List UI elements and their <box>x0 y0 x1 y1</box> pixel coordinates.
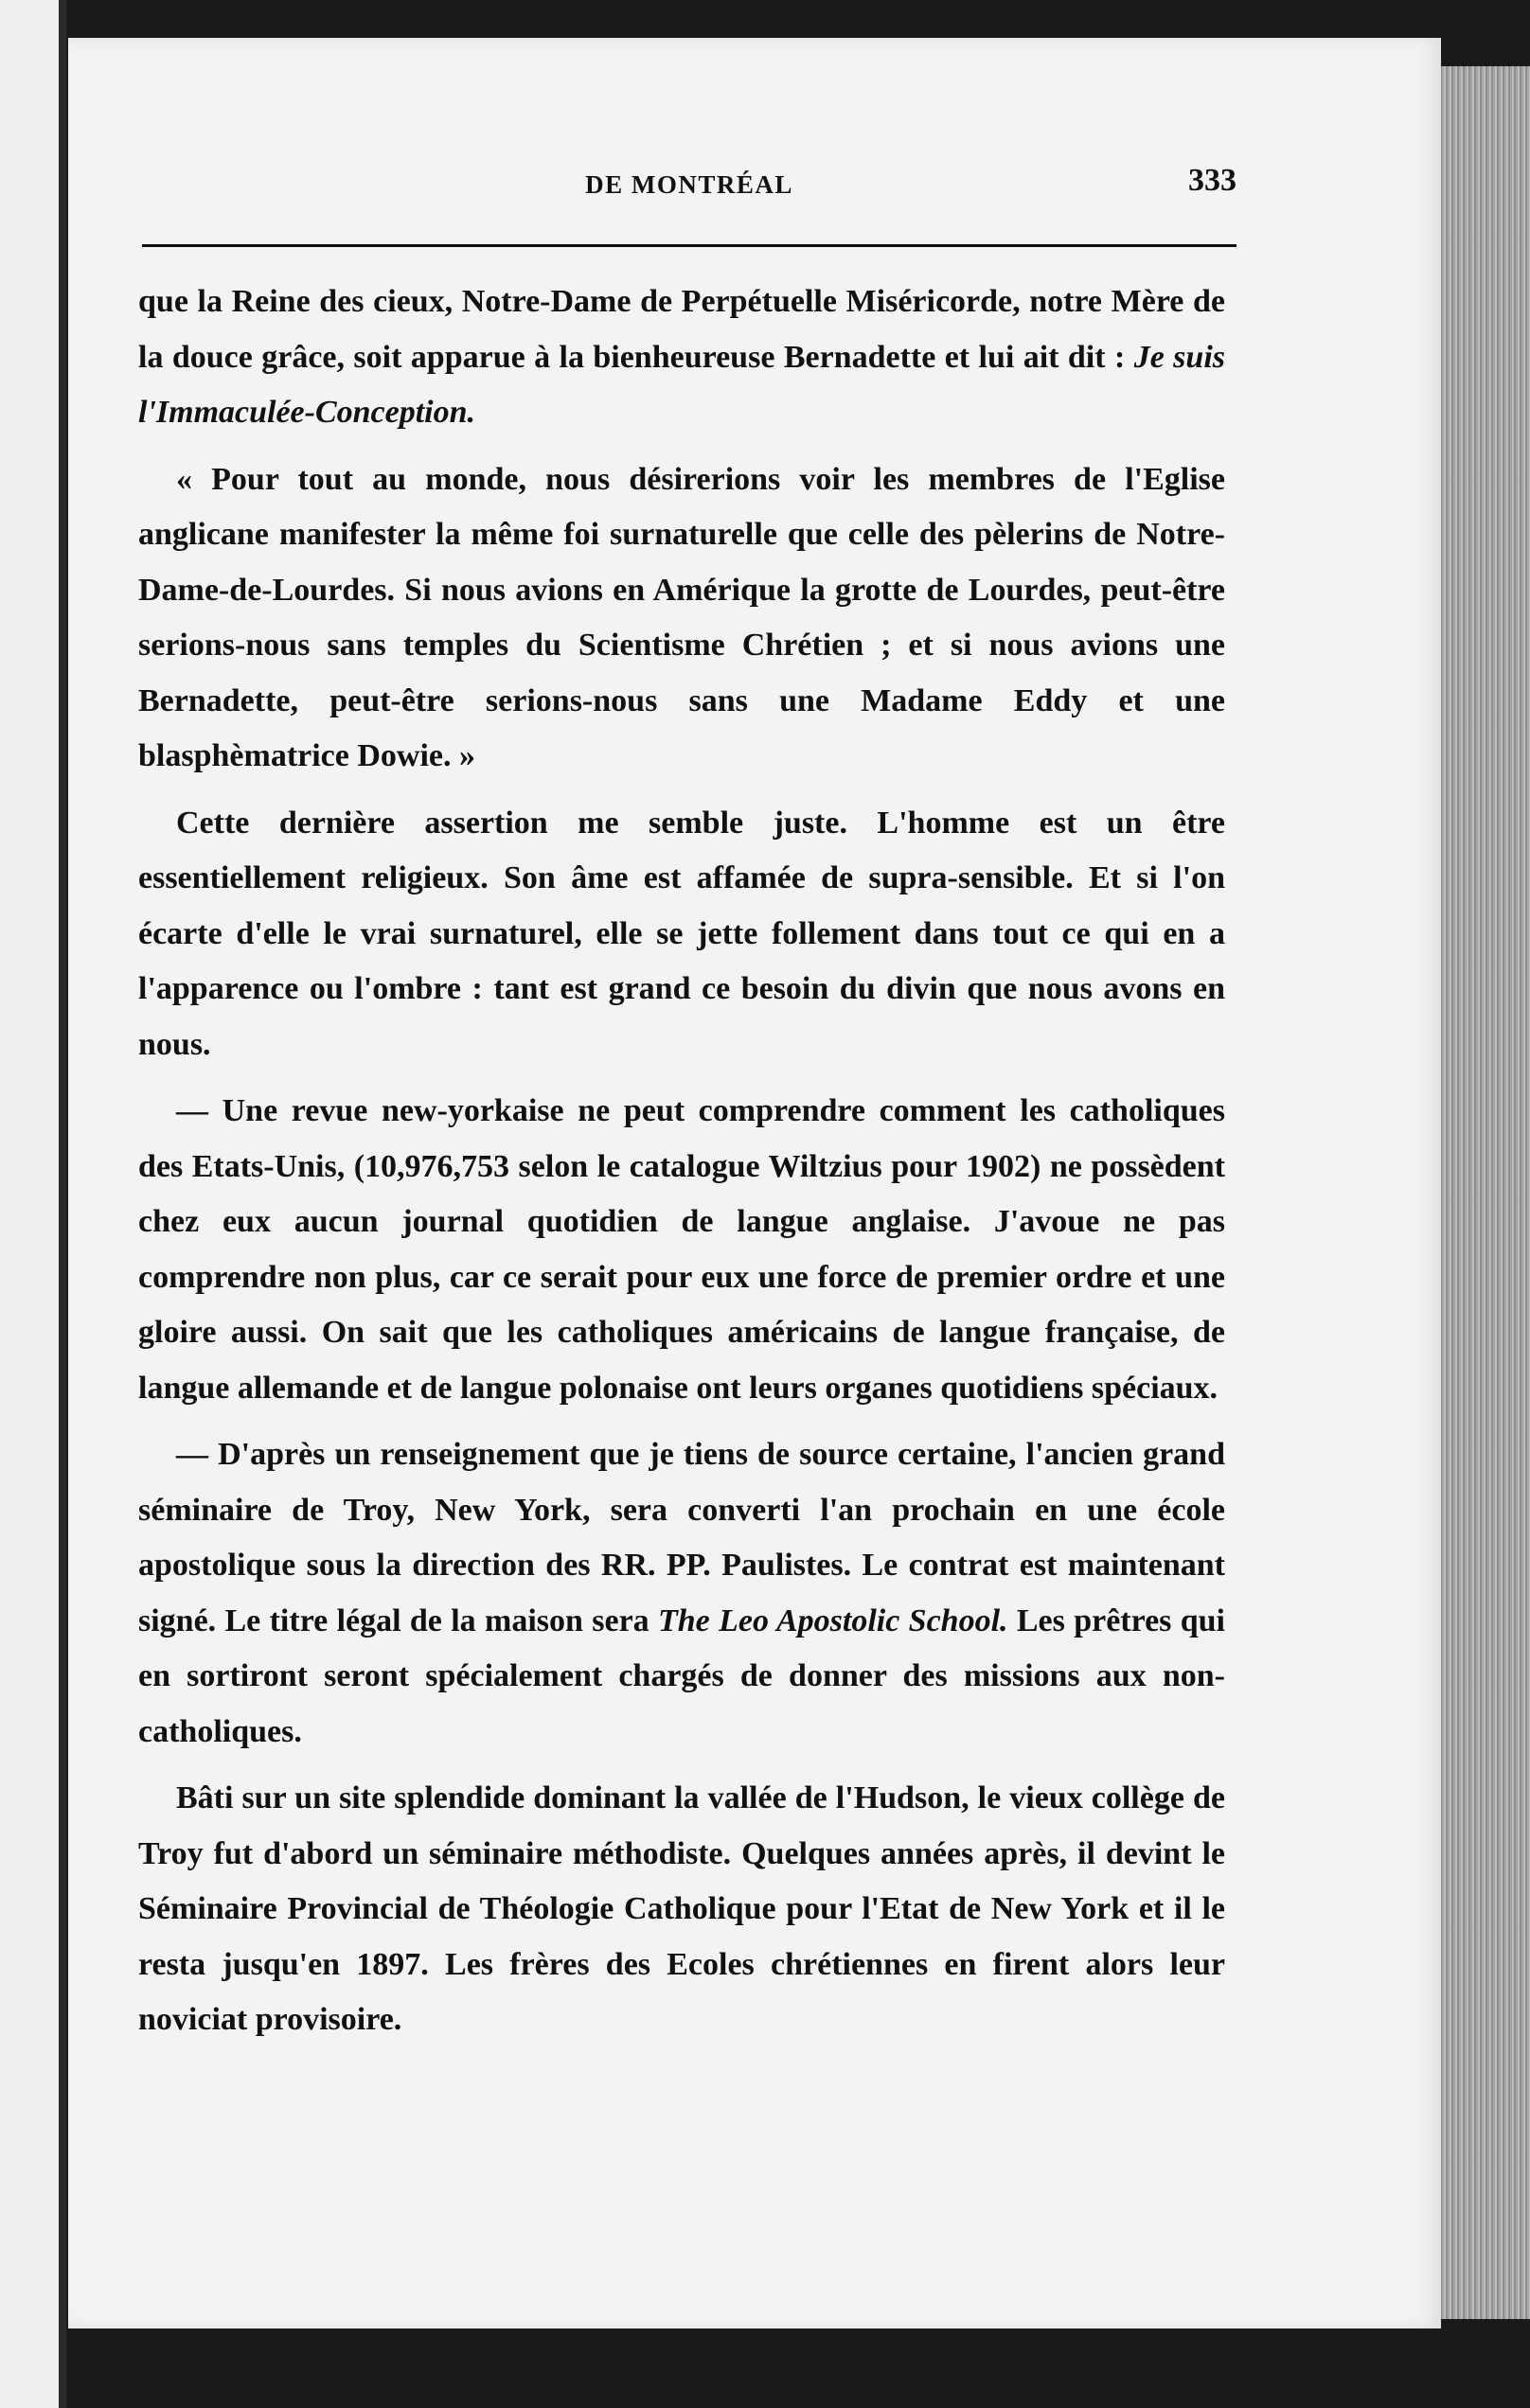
italic-quote: Je suis l'Immaculée-Conception. <box>138 339 1225 430</box>
italic-school-name: The Leo Apostolic School. <box>657 1602 1008 1638</box>
paragraph-text: — Une revue new-yorkaise ne peut comprendre comment les catholiques des Etats-Unis, (10,976,753 selon le catalogue Wiltzius pour 1902) ne possèdent chez eux aucun journal quotidien de langue anglaise. J'avoue ne pas comprendre non plus, car ce serait pour eux une force de premier ordre et une gloire aussi. On sait que les catholiques américains de langue française, de langue allemande et de langue polonaise ont leurs organes quotidiens spéciaux. <box>138 1093 1225 1406</box>
page-number: 333 <box>1188 163 1236 198</box>
running-title: DE MONTRÉAL <box>585 170 793 199</box>
paragraph-text: que la Reine des cieux, Notre-Dame de Perpétuelle Miséricorde, notre Mère de la douce grâce, soit apparue à la bienheureuse Bernadette et lui ait dit : <box>138 284 1225 375</box>
paragraph-new-york-review <box>138 1084 1225 1416</box>
header-rule <box>142 244 1236 247</box>
paragraph-text: — D'après un renseignement que je tiens de source certaine, l'ancien grand séminaire de Troy, New York, sera converti l'an prochain en une école apostolique sous la direction des RR. PP. Paulistes. Le contrat est maintenant signé. Le titre légal de la maison sera <box>138 1437 1225 1638</box>
paragraph-text: « Pour tout au monde, nous désirerions voir les membres de l'Eglise anglicane manifester la même foi surnaturelle que celle des pèlerins de Notre-Dame-de-Lourdes. Si nous avions en Amérique la grotte de Lourdes, peut-être serions-nous sans temples du Scientisme Chrétien ; et si nous avions une Bernadette, peut-être serions-nous sans une Madame Eddy et une blasphèmatrice Dowie. » <box>138 461 1225 773</box>
paragraph-quote-anglican <box>138 452 1225 785</box>
scan-left-margin <box>0 0 66 2408</box>
paragraph-text: Cette dernière assertion me semble juste. L'homme est un être essentiellement religieux. Son âme est affamée de supra-sensible. Et si l'on écarte d'elle le vrai surnaturel, elle se jette follement dans tout ce qui en a l'apparence ou l'ombre : tant est grand ce besoin du divin que nous avons en nous. <box>138 805 1225 1062</box>
paragraph-continuation <box>138 274 1225 441</box>
page-header <box>142 163 1236 210</box>
paragraph-assertion <box>138 796 1225 1073</box>
paragraph-text: Bâti sur un site splendide dominant la vallée de l'Hudson, le vieux collège de Troy fut d'abord un séminaire méthodiste. Quelques années après, il devint le Séminaire Provincial de Théologie Catholique pour l'Etat de New York et il le resta jusqu'en 1897. Les frères des Ecoles chrétiennes en firent alors leur noviciat provisoire. <box>138 1780 1225 2037</box>
paragraph-text: Les prêtres qui en sortiront seront spécialement chargés de donner des missions aux non-catholiques. <box>138 1602 1225 1749</box>
book-page-edges <box>1437 66 1530 2319</box>
paragraph-troy-seminary <box>138 1427 1225 1760</box>
body-text <box>138 274 1225 2048</box>
paragraph-hudson-college <box>138 1771 1225 2048</box>
